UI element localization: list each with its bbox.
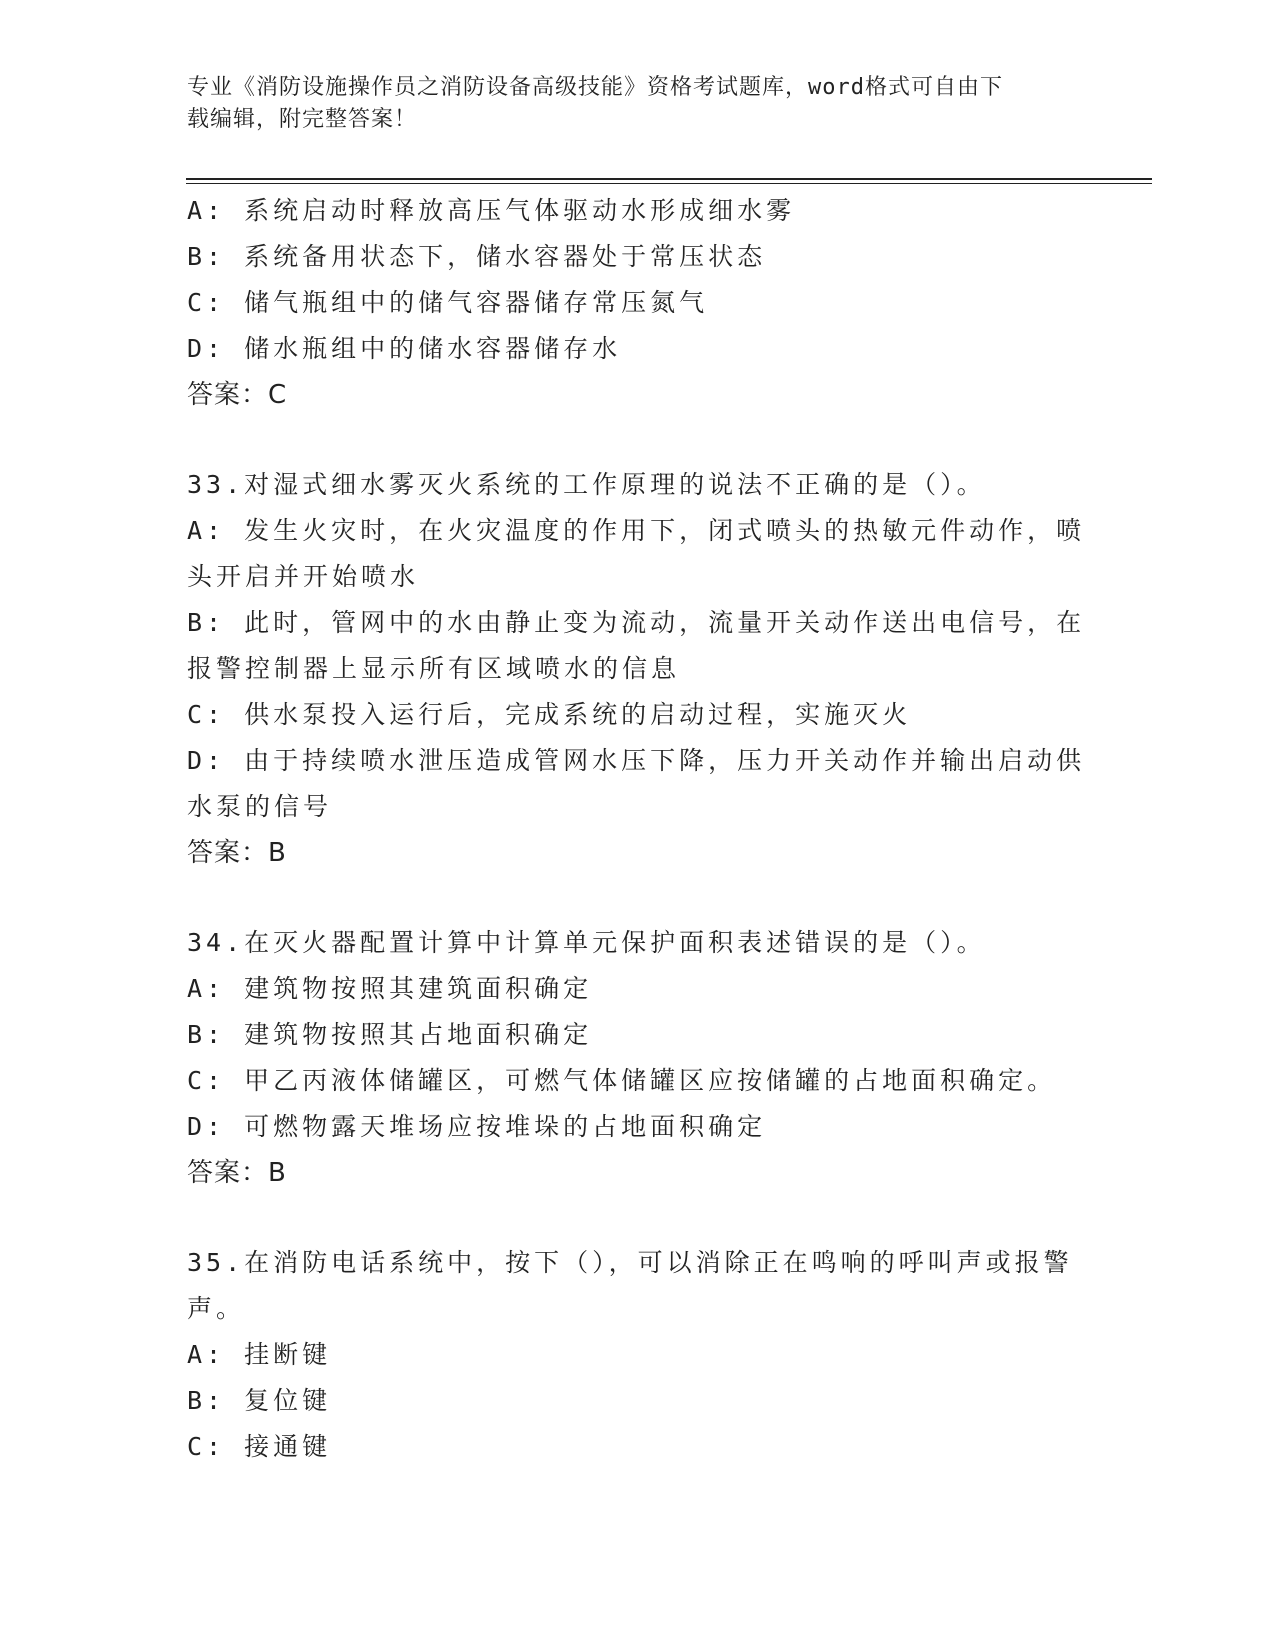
option-a: A: 挂断键 bbox=[187, 1340, 332, 1369]
question-block-prev bbox=[187, 188, 1087, 418]
header-rule-thin bbox=[186, 183, 1152, 184]
option-d: D: 由于持续喷水泄压造成管网水压下降，压力开关动作并输出启动供 bbox=[187, 746, 1086, 775]
answer: 答案：C bbox=[187, 380, 288, 410]
question-stem: 35.在消防电话系统中，按下（），可以消除正在鸣响的呼叫声或报警 bbox=[187, 1248, 1073, 1277]
option-b: B: 此时，管网中的水由静止变为流动，流量开关动作送出电信号，在 bbox=[187, 608, 1086, 637]
question-stem-continued: 声。 bbox=[187, 1294, 246, 1323]
option-d: D: 储水瓶组中的储水容器储存水 bbox=[187, 334, 622, 363]
option-a-continued: 头开启并开始喷水 bbox=[187, 562, 420, 591]
option-c: C: 储气瓶组中的储气容器储存常压氮气 bbox=[187, 288, 709, 317]
header-rule-thick bbox=[186, 178, 1152, 180]
option-b: B: 建筑物按照其占地面积确定 bbox=[187, 1020, 593, 1049]
option-c: C: 接通键 bbox=[187, 1432, 332, 1461]
option-b: B: 复位键 bbox=[187, 1386, 332, 1415]
header-line-1: 专业《消防设施操作员之消防设备高级技能》资格考试题库，word格式可自由下 bbox=[187, 75, 1003, 100]
option-a: A: 发生火灾时，在火灾温度的作用下，闭式喷头的热敏元件动作，喷 bbox=[187, 516, 1086, 545]
option-d: D: 可燃物露天堆场应按堆垛的占地面积确定 bbox=[187, 1112, 767, 1141]
option-b: B: 系统备用状态下，储水容器处于常压状态 bbox=[187, 242, 767, 271]
option-a: A: 建筑物按照其建筑面积确定 bbox=[187, 974, 593, 1003]
header-line-2: 载编辑，附完整答案！ bbox=[187, 107, 418, 132]
question-block-35 bbox=[187, 1240, 1087, 1470]
option-c: C: 甲乙丙液体储罐区，可燃气体储罐区应按储罐的占地面积确定。 bbox=[187, 1066, 1057, 1095]
option-c: C: 供水泵投入运行后，完成系统的启动过程，实施灭火 bbox=[187, 700, 912, 729]
question-block-34 bbox=[187, 920, 1087, 1196]
question-list bbox=[187, 188, 1087, 1470]
document-header bbox=[187, 72, 1067, 136]
question-stem: 33.对湿式细水雾灭火系统的工作原理的说法不正确的是（）。 bbox=[187, 470, 986, 499]
option-a: A: 系统启动时释放高压气体驱动水形成细水雾 bbox=[187, 196, 796, 225]
option-b-continued: 报警控制器上显示所有区域喷水的信息 bbox=[187, 654, 681, 683]
question-stem: 34.在灭火器配置计算中计算单元保护面积表述错误的是（）。 bbox=[187, 928, 986, 957]
answer: 答案：B bbox=[187, 838, 287, 868]
answer: 答案：B bbox=[187, 1158, 287, 1188]
question-block-33 bbox=[187, 462, 1087, 876]
option-d-continued: 水泵的信号 bbox=[187, 792, 333, 821]
